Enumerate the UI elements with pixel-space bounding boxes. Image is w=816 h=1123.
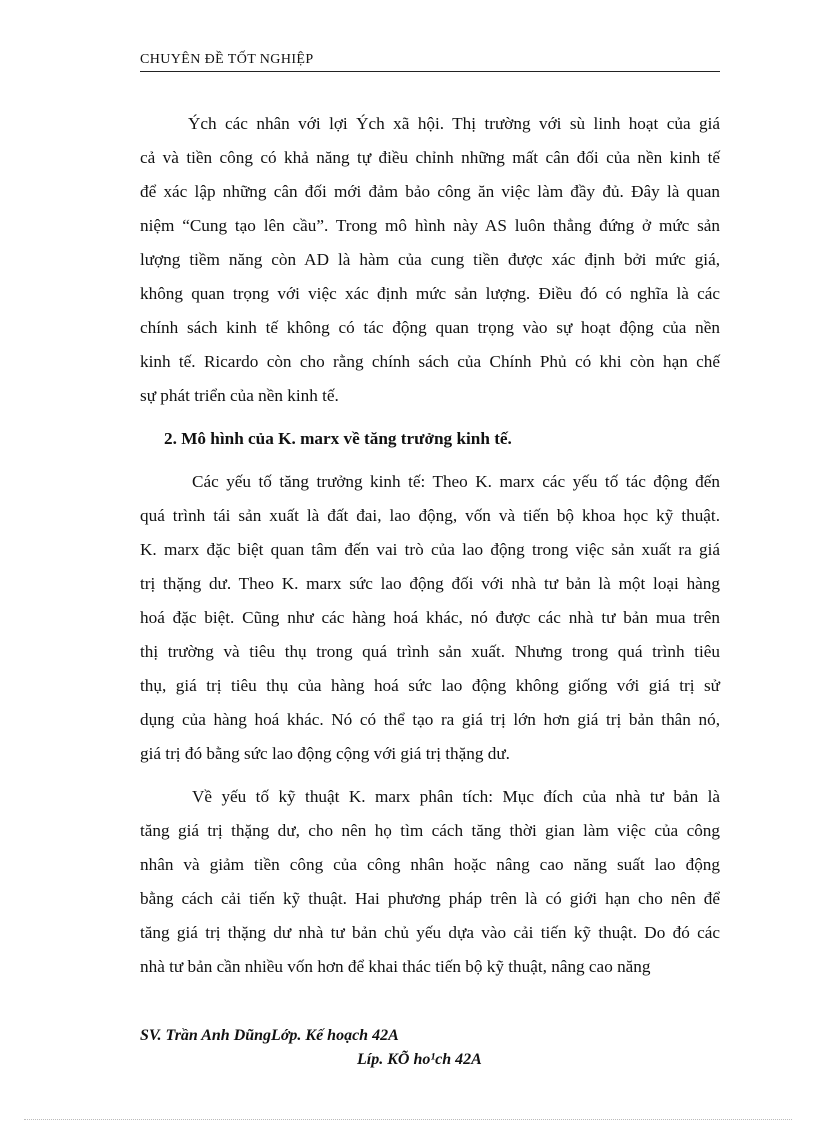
text-line: tăng giá trị thặng dư nhà tư bản chủ yếu dựa vào cải tiến kỹ thuật. Do đó các [140, 923, 720, 942]
text-line: dụng của hàng hoá khác. Nó có thể tạo ra giá trị lớn hơn giá trị bản thân nó, [140, 710, 720, 729]
text-line: nhà tư bản cần nhiều vốn hơn để khai thác tiến bộ kỹ thuật, nâng cao năng [140, 957, 651, 976]
spacer [140, 413, 720, 422]
text-line: hoá đặc biệt. Cũng như các hàng hoá khác, nó được các nhà tư bản mua trên [140, 608, 720, 627]
text-line: bằng cách cải tiến kỹ thuật. Hai phương pháp trên là có giới hạn cho nên để [140, 889, 720, 908]
page-bottom-border [24, 1119, 792, 1120]
paragraph [140, 780, 720, 984]
page-header [140, 52, 720, 72]
footer-author-line: SV. Trần Anh DũngLớp. Kế hoạch 42A [140, 1027, 399, 1044]
section-heading: 2. Mô hình của K. marx về tăng trưởng kinh tế. [164, 429, 512, 448]
text-line: Các yếu tố tăng trưởng kinh tế: Theo K. marx các yếu tố tác động đến [192, 472, 720, 491]
text-line: lượng tiềm năng còn AD là hàm của cung tiền được xác định bởi mức giá, [140, 250, 720, 269]
text-line: để xác lập những cân đối mới đảm bảo công ăn việc làm đầy đủ. Đây là quan [140, 182, 720, 201]
text-line: tăng giá trị thặng dư, cho nên họ tìm cách tăng thời gian làm việc của công [140, 821, 720, 840]
header-title: CHUYÊN ĐỀ TỐT NGHIỆP [140, 52, 314, 67]
document-body [140, 107, 720, 984]
text-line: kinh tế. Ricardo còn cho rằng chính sách của Chính Phủ có khi còn hạn chế [140, 352, 720, 371]
text-line: Về yếu tố kỹ thuật K. marx phân tích: Mục đích của nhà tư bản là [192, 787, 720, 806]
text-line: không quan trọng với việc xác định mức sản lượng. Điều đó có nghĩa là các [140, 284, 720, 303]
text-line: Ých các nhân với lợi Ých xã hội. Thị trường với sù linh hoạt của giá [188, 114, 720, 133]
text-line: niệm “Cung tạo lên cầu”. Trong mô hình này AS luôn thẳng đứng ở mức sản [140, 216, 720, 235]
text-line: thụ, giá trị tiêu thụ của hàng hoá sức lao động không giống với giá trị sử [140, 676, 720, 695]
spacer [140, 771, 720, 780]
text-line: quá trình tái sản xuất là đất đai, lao động, vốn và tiến bộ khoa học kỹ thuật. [140, 506, 720, 525]
text-line: nhân và giảm tiền công của công nhân hoặc nâng cao năng suất lao động [140, 855, 720, 874]
spacer [140, 456, 720, 465]
paragraph [140, 465, 720, 771]
text-line: giá trị đó bằng sức lao động cộng với giá trị thặng dư. [140, 744, 510, 763]
header-rule [140, 71, 720, 72]
paragraph [140, 107, 720, 413]
text-line: thị trường và tiêu thụ trong quá trình sản xuất. Nhưng trong quá trình tiêu [140, 642, 720, 661]
text-line: cả và tiền công có khả năng tự điều chỉnh những mất cân đối của nền kinh tế [140, 148, 720, 167]
footer-class-line: Líp. KÕ ho¹ch 42A [357, 1051, 482, 1068]
text-line: K. marx đặc biệt quan tâm đến vai trò của lao động trong việc sản xuất ra giá [140, 540, 720, 559]
text-line: trị thặng dư. Theo K. marx sức lao động đối với nhà tư bản là một loại hàng [140, 574, 720, 593]
text-line: chính sách kinh tế không có tác động quan trọng vào sự hoạt động của nền [140, 318, 720, 337]
text-line: sự phát triển của nền kinh tế. [140, 386, 339, 405]
